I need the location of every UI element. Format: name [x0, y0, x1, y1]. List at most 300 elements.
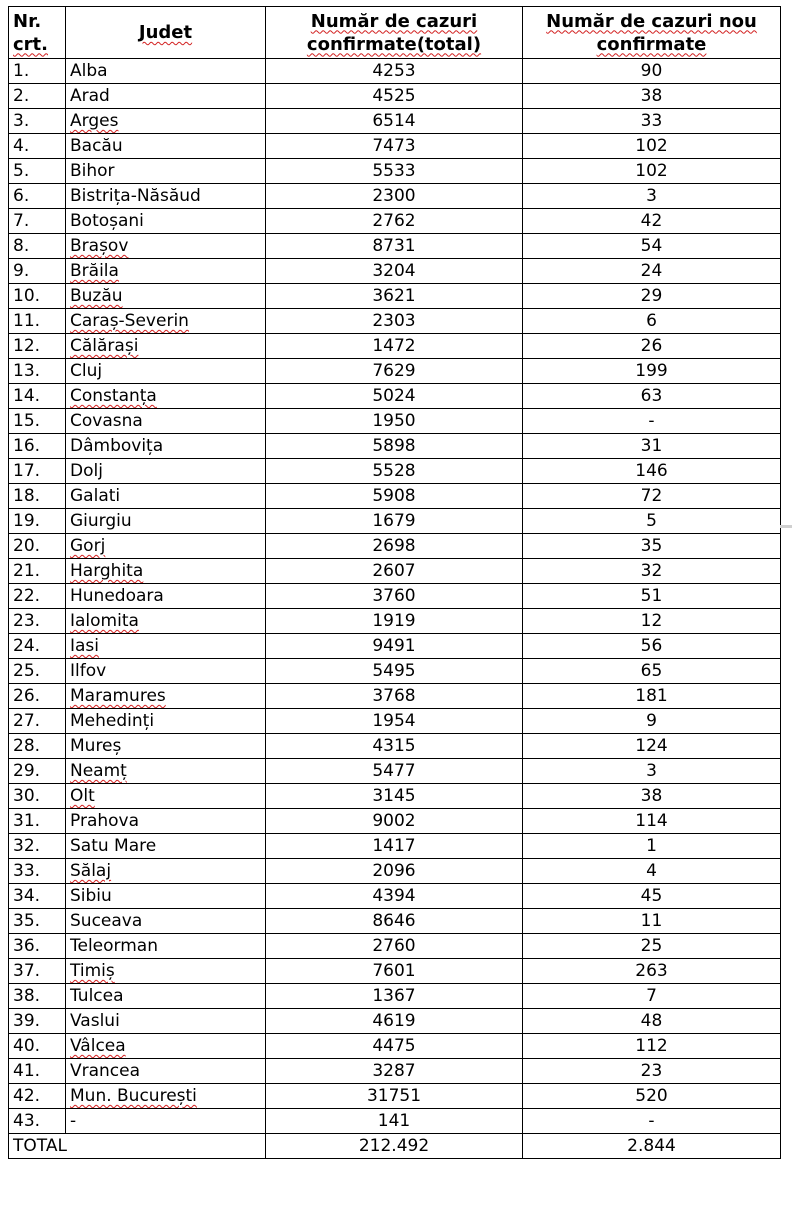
table-row — [9, 284, 781, 309]
cell-total-confirmed — [266, 484, 523, 509]
cell-judet-text: Dolj — [70, 461, 103, 481]
cell-nr — [9, 59, 66, 84]
cell-nr-text: 12. — [13, 336, 41, 356]
cell-nr-text: 7. — [13, 211, 30, 231]
table-row — [9, 59, 781, 84]
scan-edge-artifact — [780, 525, 792, 528]
cell-nr-text: 1. — [13, 61, 30, 81]
cell-new-confirmed — [523, 509, 781, 534]
cell-total-confirmed — [266, 209, 523, 234]
cell-new-confirmed-text: 65 — [640, 661, 663, 681]
cell-nr-text: 29. — [13, 761, 41, 781]
cell-new-confirmed — [523, 1034, 781, 1059]
cell-total-confirmed-text: 1954 — [372, 711, 416, 731]
cell-judet-text: Olt — [70, 786, 95, 806]
cell-judet-text: - — [70, 1111, 77, 1131]
cell-total-confirmed-text: 4315 — [372, 736, 416, 756]
cell-total-confirmed — [266, 334, 523, 359]
cell-total-confirmed — [266, 409, 523, 434]
cell-judet — [66, 1109, 266, 1134]
table-body — [9, 59, 781, 1134]
cell-nr — [9, 159, 66, 184]
cell-judet — [66, 334, 266, 359]
covid-cases-table — [8, 6, 781, 1159]
cell-judet-text: Harghita — [70, 561, 144, 581]
cell-nr — [9, 509, 66, 534]
cell-judet — [66, 309, 266, 334]
cell-total-confirmed-text: 1919 — [372, 611, 416, 631]
cell-judet — [66, 259, 266, 284]
cell-new-confirmed — [523, 359, 781, 384]
cell-new-confirmed — [523, 1059, 781, 1084]
cell-new-confirmed-text: 38 — [640, 786, 663, 806]
cell-nr-text: 3. — [13, 111, 30, 131]
cell-judet — [66, 184, 266, 209]
cell-judet-text: Neamț — [70, 761, 127, 781]
cell-nr-text: 20. — [13, 536, 41, 556]
cell-judet — [66, 784, 266, 809]
cell-new-confirmed-text: 51 — [640, 586, 663, 606]
cell-total-confirmed — [266, 84, 523, 109]
cell-nr — [9, 384, 66, 409]
cell-judet-text: Ialomita — [70, 611, 139, 631]
cell-judet-text: Hunedoara — [70, 586, 164, 606]
cell-total-confirmed-text: 9002 — [372, 811, 416, 831]
cell-total-confirmed-text: 4394 — [372, 886, 416, 906]
cell-new-confirmed-text: 63 — [640, 386, 663, 406]
cell-total-confirmed — [266, 1109, 523, 1134]
cell-judet — [66, 684, 266, 709]
table-row — [9, 859, 781, 884]
cell-new-confirmed-text: 31 — [640, 436, 663, 456]
cell-nr-text: 33. — [13, 861, 41, 881]
cell-judet — [66, 84, 266, 109]
cell-nr — [9, 1009, 66, 1034]
cell-new-confirmed-text: 181 — [635, 686, 668, 706]
cell-total-confirmed-text: 5528 — [372, 461, 416, 481]
cell-nr-text: 32. — [13, 836, 41, 856]
table-row — [9, 409, 781, 434]
cell-nr — [9, 284, 66, 309]
cell-new-confirmed-text: 6 — [646, 311, 657, 331]
cell-judet-text: Dâmbovița — [70, 436, 164, 456]
cell-nr-text: 10. — [13, 286, 41, 306]
cell-judet — [66, 1059, 266, 1084]
cell-total-confirmed — [266, 934, 523, 959]
cell-new-confirmed — [523, 734, 781, 759]
cell-new-confirmed-text: 56 — [640, 636, 663, 656]
cell-judet — [66, 634, 266, 659]
cell-judet-text: Timiș — [70, 961, 115, 981]
cell-new-confirmed-text: 72 — [640, 486, 663, 506]
table-row — [9, 234, 781, 259]
cell-new-confirmed-text: - — [648, 411, 655, 431]
cell-judet — [66, 434, 266, 459]
cell-new-confirmed — [523, 384, 781, 409]
cell-new-confirmed-text: 11 — [640, 911, 663, 931]
cell-total-confirmed — [266, 984, 523, 1009]
cell-total-confirmed — [266, 234, 523, 259]
cell-new-confirmed-text: 35 — [640, 536, 663, 556]
cell-total-confirmed — [266, 784, 523, 809]
cell-judet-text: Brașov — [70, 236, 129, 256]
cell-nr — [9, 459, 66, 484]
cell-new-confirmed — [523, 309, 781, 334]
cell-total-confirmed-text: 5495 — [372, 661, 416, 681]
cell-total-confirmed-text: 1417 — [372, 836, 416, 856]
cell-new-confirmed — [523, 609, 781, 634]
cell-nr-text: 42. — [13, 1086, 41, 1106]
cell-nr — [9, 609, 66, 634]
table-row — [9, 659, 781, 684]
cell-new-confirmed — [523, 759, 781, 784]
cell-nr — [9, 334, 66, 359]
cell-total-confirmed — [266, 559, 523, 584]
cell-new-confirmed-text: 3 — [646, 186, 657, 206]
cell-nr — [9, 909, 66, 934]
cell-new-confirmed-text: 25 — [640, 936, 663, 956]
cell-judet — [66, 209, 266, 234]
cell-judet — [66, 109, 266, 134]
header-total-line2: confirmate(total) — [306, 33, 482, 55]
table-row — [9, 109, 781, 134]
cell-new-confirmed — [523, 134, 781, 159]
cell-nr — [9, 209, 66, 234]
cell-nr — [9, 959, 66, 984]
cell-total-confirmed-text: 3760 — [372, 586, 416, 606]
cell-total-confirmed — [266, 634, 523, 659]
cell-judet-text: Prahova — [70, 811, 140, 831]
cell-total-confirmed — [266, 884, 523, 909]
cell-new-confirmed — [523, 959, 781, 984]
cell-new-confirmed-text: 1 — [646, 836, 657, 856]
cell-judet-text: Arad — [70, 86, 110, 106]
cell-total-confirmed — [266, 659, 523, 684]
cell-nr — [9, 634, 66, 659]
cell-nr-text: 35. — [13, 911, 41, 931]
cell-new-confirmed-text: 114 — [635, 811, 668, 831]
cell-judet-text: Giurgiu — [70, 511, 132, 531]
cell-total-confirmed — [266, 909, 523, 934]
cell-new-confirmed-text: 90 — [640, 61, 663, 81]
cell-new-confirmed-text: 3 — [646, 761, 657, 781]
cell-nr-text: 14. — [13, 386, 41, 406]
cell-total-confirmed — [266, 859, 523, 884]
cell-nr-text: 4. — [13, 136, 30, 156]
cell-new-confirmed-text: - — [648, 1111, 655, 1131]
cell-total-confirmed-text: 2698 — [372, 536, 416, 556]
cell-judet-text: Mehedinți — [70, 711, 155, 731]
cell-total-confirmed-text: 3287 — [372, 1061, 416, 1081]
cell-nr — [9, 584, 66, 609]
table-row — [9, 484, 781, 509]
cell-total-confirmed-text: 3768 — [372, 686, 416, 706]
cell-judet — [66, 559, 266, 584]
cell-judet-text: Gorj — [70, 536, 106, 556]
cell-nr — [9, 884, 66, 909]
table-row — [9, 84, 781, 109]
cell-nr-text: 2. — [13, 86, 30, 106]
cell-judet-text: Vaslui — [70, 1011, 120, 1031]
table-row — [9, 459, 781, 484]
cell-judet — [66, 734, 266, 759]
cell-total-confirmed — [266, 359, 523, 384]
cell-total-confirmed-text: 6514 — [372, 111, 416, 131]
cell-total-confirmed-text: 9491 — [372, 636, 416, 656]
cell-nr — [9, 309, 66, 334]
cell-judet — [66, 809, 266, 834]
cell-total-confirmed-text: 8731 — [372, 236, 416, 256]
cell-nr-text: 25. — [13, 661, 41, 681]
cell-nr-text: 37. — [13, 961, 41, 981]
cell-total-confirmed — [266, 1059, 523, 1084]
cell-nr — [9, 84, 66, 109]
table-row — [9, 734, 781, 759]
cell-judet-text: Suceava — [70, 911, 143, 931]
table-row — [9, 934, 781, 959]
cell-nr-text: 27. — [13, 711, 41, 731]
table-row — [9, 809, 781, 834]
cell-total-confirmed — [266, 134, 523, 159]
cell-total-confirmed-text: 1367 — [372, 986, 416, 1006]
table-row — [9, 984, 781, 1009]
cell-judet — [66, 884, 266, 909]
cell-judet — [66, 409, 266, 434]
cell-total-confirmed-text: 7629 — [372, 361, 416, 381]
cell-total-confirmed — [266, 1034, 523, 1059]
cell-new-confirmed-text: 102 — [635, 161, 668, 181]
cell-judet — [66, 1034, 266, 1059]
cell-nr — [9, 809, 66, 834]
cell-total-confirmed — [266, 509, 523, 534]
cell-total-confirmed-text: 4475 — [372, 1036, 416, 1056]
cell-new-confirmed — [523, 434, 781, 459]
cell-nr — [9, 409, 66, 434]
cell-judet — [66, 859, 266, 884]
cell-total-confirmed-text: 8646 — [372, 911, 416, 931]
cell-judet — [66, 234, 266, 259]
cell-total-confirmed — [266, 534, 523, 559]
cell-judet-text: Tulcea — [70, 986, 124, 1006]
cell-judet-text: Vrancea — [70, 1061, 141, 1081]
table-row — [9, 884, 781, 909]
cell-total-confirmed-text: 7601 — [372, 961, 416, 981]
cell-new-confirmed-text: 199 — [635, 361, 668, 381]
cell-new-confirmed-text: 9 — [646, 711, 657, 731]
cell-new-confirmed — [523, 459, 781, 484]
cell-nr-text: 21. — [13, 561, 41, 581]
table-row — [9, 709, 781, 734]
cell-judet-text: Bistrița-Năsăud — [70, 186, 201, 206]
cell-nr-text: 41. — [13, 1061, 41, 1081]
cell-judet — [66, 59, 266, 84]
cell-total-confirmed — [266, 734, 523, 759]
cell-nr-text: 13. — [13, 361, 41, 381]
table-row — [9, 609, 781, 634]
table-row — [9, 1009, 781, 1034]
cell-judet — [66, 609, 266, 634]
cell-total-confirmed — [266, 159, 523, 184]
cell-judet — [66, 934, 266, 959]
cell-new-confirmed — [523, 534, 781, 559]
cell-new-confirmed — [523, 1009, 781, 1034]
cell-nr — [9, 784, 66, 809]
table-row — [9, 684, 781, 709]
cell-judet — [66, 959, 266, 984]
cell-nr-text: 5. — [13, 161, 30, 181]
cell-total-confirmed-text: 2300 — [372, 186, 416, 206]
cell-new-confirmed — [523, 884, 781, 909]
cell-nr — [9, 859, 66, 884]
cell-new-confirmed — [523, 84, 781, 109]
cell-new-confirmed — [523, 209, 781, 234]
cell-total-confirmed-text: 3204 — [372, 261, 416, 281]
cell-new-confirmed — [523, 784, 781, 809]
cell-total-confirmed-text: 2760 — [372, 936, 416, 956]
cell-new-confirmed — [523, 809, 781, 834]
cell-nr — [9, 709, 66, 734]
cell-judet — [66, 759, 266, 784]
cell-new-confirmed-text: 112 — [635, 1036, 668, 1056]
cell-new-confirmed-text: 5 — [646, 511, 657, 531]
cell-total-confirmed-text: 7473 — [372, 136, 416, 156]
cell-total-confirmed — [266, 259, 523, 284]
header-nr-crt — [9, 7, 66, 59]
cell-nr-text: 23. — [13, 611, 41, 631]
table-row — [9, 834, 781, 859]
cell-new-confirmed-text: 263 — [635, 961, 668, 981]
cell-new-confirmed — [523, 484, 781, 509]
table-row — [9, 634, 781, 659]
cell-new-confirmed-text: 7 — [646, 986, 657, 1006]
cell-nr — [9, 1034, 66, 1059]
cell-nr — [9, 359, 66, 384]
total-row — [9, 1134, 781, 1159]
table-row — [9, 784, 781, 809]
cell-judet — [66, 359, 266, 384]
cell-nr — [9, 759, 66, 784]
cell-nr-text: 16. — [13, 436, 41, 456]
table-row — [9, 209, 781, 234]
cell-judet-text: Călărași — [70, 336, 139, 356]
cell-nr — [9, 659, 66, 684]
cell-nr — [9, 534, 66, 559]
total-new-sum: 2.844 — [523, 1134, 781, 1159]
cell-judet — [66, 509, 266, 534]
cell-nr — [9, 434, 66, 459]
cell-judet-text: Cluj — [70, 361, 103, 381]
cell-nr-text: 43. — [13, 1111, 41, 1131]
cell-total-confirmed — [266, 1009, 523, 1034]
cell-nr-text: 34. — [13, 886, 41, 906]
cell-nr-text: 24. — [13, 636, 41, 656]
table-row — [9, 509, 781, 534]
cell-nr — [9, 234, 66, 259]
cell-total-confirmed — [266, 1084, 523, 1109]
cell-total-confirmed — [266, 434, 523, 459]
cell-total-confirmed-text: 5024 — [372, 386, 416, 406]
table-row — [9, 959, 781, 984]
cell-judet-text: Constanța — [70, 386, 157, 406]
cell-nr — [9, 484, 66, 509]
cell-new-confirmed-text: 102 — [635, 136, 668, 156]
header-nr-line2: crt. — [13, 33, 48, 55]
cell-new-confirmed-text: 23 — [640, 1061, 663, 1081]
cell-judet — [66, 384, 266, 409]
header-nr-line1: Nr. — [13, 10, 42, 32]
cell-nr-text: 22. — [13, 586, 41, 606]
cell-nr — [9, 559, 66, 584]
cell-new-confirmed — [523, 909, 781, 934]
cell-judet — [66, 584, 266, 609]
cell-nr — [9, 109, 66, 134]
cell-judet-text: Caraș-Severin — [70, 311, 189, 331]
cell-judet-text: Bihor — [70, 161, 115, 181]
cell-new-confirmed-text: 24 — [640, 261, 663, 281]
table-row — [9, 759, 781, 784]
header-row — [9, 7, 781, 59]
total-confirmed-sum: 212.492 — [266, 1134, 523, 1159]
cell-judet-text: Vâlcea — [70, 1036, 126, 1056]
cell-new-confirmed — [523, 659, 781, 684]
cell-nr — [9, 1084, 66, 1109]
cell-judet — [66, 134, 266, 159]
cell-nr-text: 38. — [13, 986, 41, 1006]
cell-nr-text: 26. — [13, 686, 41, 706]
cell-nr-text: 11. — [13, 311, 41, 331]
cell-nr-text: 39. — [13, 1011, 41, 1031]
cell-total-confirmed-text: 4253 — [372, 61, 416, 81]
header-new-line1: Număr de cazuri nou — [546, 10, 757, 32]
cell-nr — [9, 1059, 66, 1084]
cell-judet-text: Galati — [70, 486, 121, 506]
cell-new-confirmed — [523, 159, 781, 184]
cell-total-confirmed-text: 2762 — [372, 211, 416, 231]
header-total-confirmed — [266, 7, 523, 59]
cell-total-confirmed-text: 2303 — [372, 311, 416, 331]
cell-total-confirmed — [266, 834, 523, 859]
cell-nr — [9, 184, 66, 209]
cell-new-confirmed — [523, 559, 781, 584]
cell-total-confirmed — [266, 609, 523, 634]
cell-judet-text: Teleorman — [70, 936, 158, 956]
cell-judet — [66, 834, 266, 859]
table-row — [9, 434, 781, 459]
cell-total-confirmed — [266, 459, 523, 484]
table-row — [9, 1059, 781, 1084]
cell-nr-text: 17. — [13, 461, 41, 481]
cell-total-confirmed-text: 5477 — [372, 761, 416, 781]
cell-nr — [9, 1109, 66, 1134]
table-row — [9, 1084, 781, 1109]
cell-judet — [66, 159, 266, 184]
cell-new-confirmed — [523, 284, 781, 309]
cell-total-confirmed-text: 1679 — [372, 511, 416, 531]
cell-new-confirmed — [523, 709, 781, 734]
cell-judet — [66, 484, 266, 509]
cell-nr-text: 31. — [13, 811, 41, 831]
cell-nr-text: 40. — [13, 1036, 41, 1056]
cell-new-confirmed — [523, 259, 781, 284]
cell-judet-text: Alba — [70, 61, 108, 81]
cell-new-confirmed-text: 48 — [640, 1011, 663, 1031]
table-row — [9, 334, 781, 359]
cell-judet — [66, 909, 266, 934]
cell-judet — [66, 284, 266, 309]
cell-nr — [9, 984, 66, 1009]
cell-new-confirmed — [523, 934, 781, 959]
cell-judet-text: Bacău — [70, 136, 123, 156]
